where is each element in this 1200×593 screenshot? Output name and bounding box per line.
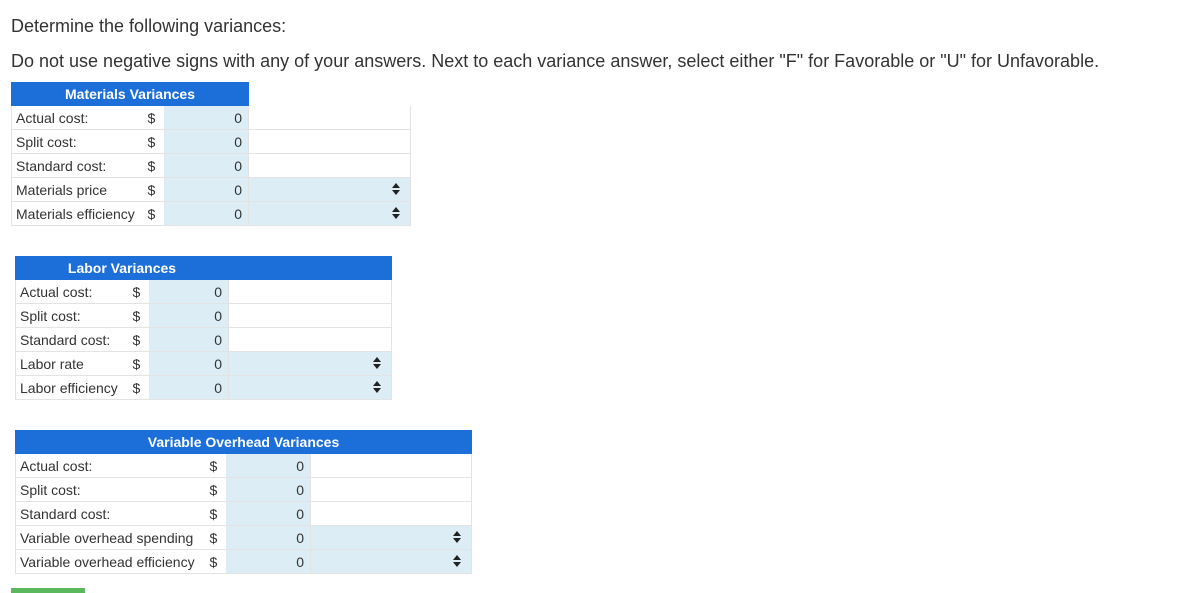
favorable-unfavorable-select[interactable] xyxy=(311,526,472,550)
row-label: Standard cost: xyxy=(16,502,206,526)
amount-input[interactable]: 0 xyxy=(164,106,249,130)
empty-cell xyxy=(249,106,411,130)
variance-row xyxy=(16,376,392,400)
row-label: Standard cost: xyxy=(16,328,129,352)
row-label: Materials price xyxy=(12,178,144,202)
empty-cell xyxy=(249,130,411,154)
labor-header-blank xyxy=(229,257,392,280)
instructions: Do not use negative signs with any of your answers. Next to each variance answer, select either "F" for Favorable or "U" for Unfavorable. xyxy=(11,51,1100,71)
variance-row xyxy=(16,352,392,376)
row-label: Split cost: xyxy=(16,304,129,328)
amount-input[interactable]: 0 xyxy=(164,154,249,178)
up-down-arrow-icon xyxy=(373,381,381,393)
row-label: Variable overhead efficiency xyxy=(16,550,206,574)
amount-input[interactable]: 0 xyxy=(164,202,249,226)
amount-input[interactable]: 0 xyxy=(226,526,311,550)
variance-row xyxy=(16,280,392,304)
currency-symbol: $ xyxy=(129,328,149,352)
currency-symbol: $ xyxy=(206,526,226,550)
row-label: Split cost: xyxy=(12,130,144,154)
favorable-unfavorable-select[interactable] xyxy=(229,352,392,376)
materials-header: Materials Variances xyxy=(12,83,249,106)
labor-variances-table xyxy=(15,256,392,400)
materials-variances-table xyxy=(11,82,411,226)
up-down-arrow-icon xyxy=(392,207,400,219)
row-label: Labor rate xyxy=(16,352,129,376)
amount-input[interactable]: 0 xyxy=(226,502,311,526)
up-down-arrow-icon xyxy=(373,357,381,369)
favorable-unfavorable-select[interactable] xyxy=(311,550,472,574)
variance-row xyxy=(16,328,392,352)
row-label: Materials efficiency xyxy=(12,202,144,226)
currency-symbol: $ xyxy=(129,376,149,400)
amount-input[interactable]: 0 xyxy=(149,304,229,328)
amount-input[interactable]: 0 xyxy=(164,130,249,154)
row-label: Standard cost: xyxy=(12,154,144,178)
amount-input[interactable]: 0 xyxy=(149,352,229,376)
empty-cell xyxy=(311,502,472,526)
up-down-arrow-icon xyxy=(453,531,461,543)
currency-symbol: $ xyxy=(206,454,226,478)
amount-input[interactable]: 0 xyxy=(149,280,229,304)
row-label: Actual cost: xyxy=(12,106,144,130)
empty-cell xyxy=(229,280,392,304)
currency-symbol: $ xyxy=(144,130,164,154)
empty-cell xyxy=(229,304,392,328)
submit-button-edge[interactable] xyxy=(11,588,85,593)
amount-input[interactable]: 0 xyxy=(226,550,311,574)
currency-symbol: $ xyxy=(206,478,226,502)
overhead-header: Variable Overhead Variances xyxy=(16,431,472,454)
amount-input[interactable]: 0 xyxy=(149,376,229,400)
empty-cell xyxy=(311,478,472,502)
currency-symbol: $ xyxy=(129,304,149,328)
empty-cell xyxy=(249,154,411,178)
favorable-unfavorable-select[interactable] xyxy=(229,376,392,400)
variance-row xyxy=(16,304,392,328)
variable-overhead-variances-table xyxy=(15,430,472,574)
variance-row xyxy=(16,478,472,502)
up-down-arrow-icon xyxy=(392,183,400,195)
empty-cell xyxy=(229,328,392,352)
currency-symbol: $ xyxy=(129,280,149,304)
amount-input[interactable]: 0 xyxy=(164,178,249,202)
currency-symbol: $ xyxy=(144,154,164,178)
currency-symbol: $ xyxy=(206,550,226,574)
variance-row xyxy=(12,154,411,178)
variance-row xyxy=(16,526,472,550)
currency-symbol: $ xyxy=(129,352,149,376)
variance-row xyxy=(16,550,472,574)
variance-row xyxy=(12,202,411,226)
variance-row xyxy=(12,106,411,130)
amount-input[interactable]: 0 xyxy=(226,478,311,502)
page-title: Determine the following variances: xyxy=(11,16,287,36)
row-label: Actual cost: xyxy=(16,454,206,478)
favorable-unfavorable-select[interactable] xyxy=(249,202,411,226)
labor-header: Labor Variances xyxy=(16,257,229,280)
up-down-arrow-icon xyxy=(453,555,461,567)
amount-input[interactable]: 0 xyxy=(226,454,311,478)
currency-symbol: $ xyxy=(206,502,226,526)
variance-row xyxy=(12,130,411,154)
currency-symbol: $ xyxy=(144,106,164,130)
currency-symbol: $ xyxy=(144,202,164,226)
row-label: Split cost: xyxy=(16,478,206,502)
row-label: Actual cost: xyxy=(16,280,129,304)
variance-row xyxy=(16,502,472,526)
currency-symbol: $ xyxy=(144,178,164,202)
empty-cell xyxy=(311,454,472,478)
row-label: Variable overhead spending xyxy=(16,526,206,550)
materials-header-blank xyxy=(249,83,411,106)
row-label: Labor efficiency xyxy=(16,376,129,400)
favorable-unfavorable-select[interactable] xyxy=(249,178,411,202)
amount-input[interactable]: 0 xyxy=(149,328,229,352)
variance-row xyxy=(12,178,411,202)
variance-row xyxy=(16,454,472,478)
